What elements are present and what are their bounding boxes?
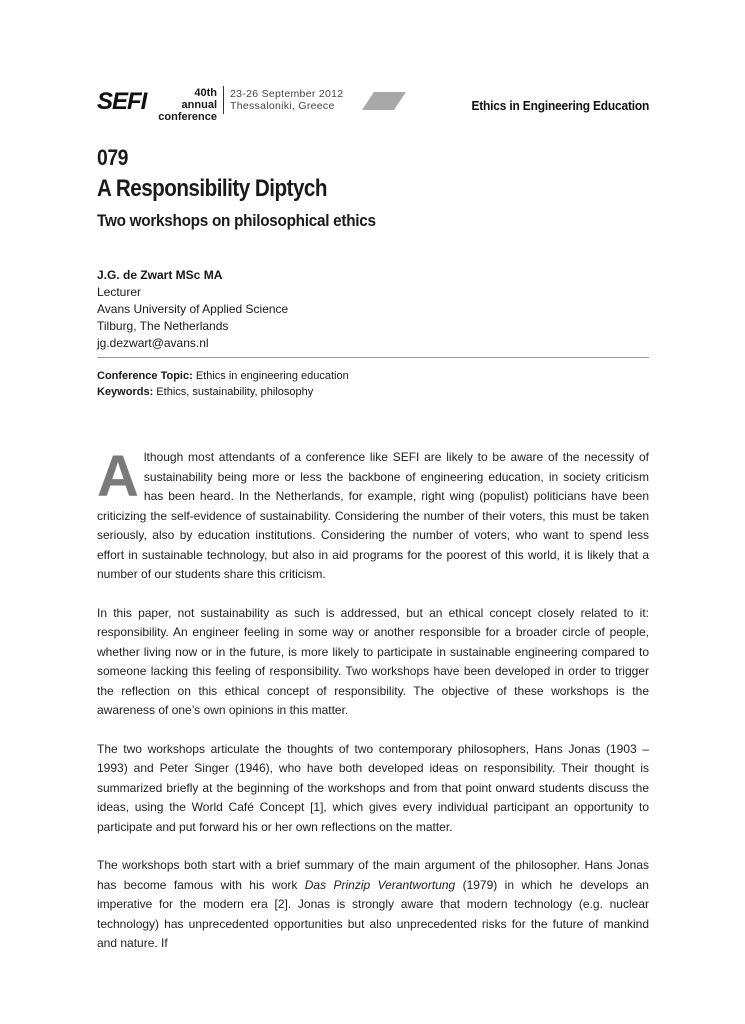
paragraph-4-part-b: (1979) in which he develops an imperative for the modern era [2]. Jonas is strongly aware that modern technology (e.g. nuclear technology) has unprecedented opportunities but also unprecedented risks for the future of mankind and nature. If [97, 877, 649, 950]
dates-line-2: Thessaloniki, Greece [230, 100, 335, 112]
paragraph-2: In this paper, not sustainability as such is addressed, but an ethical concept closely related to it: responsibility. An engineer feeling in some way or another responsible for a broader circle of people, whether living now or in the future, is more likely to participate in sustainable engineering compared to someone lacking this feeling of responsibility. Two workshops have been developed in order to trigger the reflection on this ethical concept of responsibility. The objective of these workshops is the awareness of one’s own opinions in this matter. [97, 605, 649, 717]
keywords-value: Ethics, sustainability, philosophy [153, 386, 314, 398]
conference-header [97, 86, 649, 123]
keywords [97, 384, 349, 400]
paragraph-4-part-a: The workshops both start with a brief summary of the main argument of the philosopher. Hans Jonas has become famous with his work [97, 858, 649, 892]
paragraph-1 [97, 444, 649, 585]
keywords-label: Keywords: [97, 386, 154, 398]
paper-number: 079 [97, 145, 128, 170]
topic-label: Conference Topic: [97, 370, 193, 382]
decorative-stripe-icon [362, 92, 406, 110]
sefi-logo: SEFI [97, 88, 147, 115]
author-institution: Avans University of Applied Science [97, 302, 289, 316]
book-title: Das Prinzip Verantwortung [304, 877, 456, 892]
author-name: J.G. de Zwart MSc MA [97, 268, 223, 282]
annual-conference-label [157, 87, 217, 123]
conference-topic [97, 368, 349, 384]
paper-meta [97, 368, 349, 400]
paper-title: A Responsibility Diptych [97, 175, 327, 202]
paragraph-3: The two workshops articulate the thoughts of two contemporary philosophers, Hans Jonas (1903 – 1993) and Peter Singer (1946), who have both developed ideas on responsibility. Their thought is summarized briefly at the beginning of the workshops and from that point onward students discuss the ideas, using the World Café Concept [1], which gives every individual participant an opportunity to participate and put forward his or her own reflections on the matter. [97, 741, 649, 834]
dates-line-1: 23-26 September 2012 [230, 88, 344, 100]
paper-body [97, 444, 649, 973]
section-divider [97, 357, 649, 358]
header-divider [223, 86, 224, 114]
paper-subtitle: Two workshops on philosophical ethics [97, 211, 376, 230]
annual-line-1: 40th annual [181, 87, 217, 111]
paragraph-4 [97, 856, 649, 954]
author-location: Tilburg, The Netherlands [97, 319, 229, 333]
series-title: Ethics in Engineering Education [471, 98, 649, 113]
author-email[interactable]: jg.dezwart@avans.nl [97, 336, 209, 350]
author-block [97, 267, 288, 352]
drop-cap: A [97, 444, 139, 509]
conference-dates [230, 88, 343, 112]
author-role: Lecturer [97, 285, 142, 299]
paragraph-1-text: lthough most attendants of a conference like SEFI are likely to be aware of the necessity of sustainability being more or less the backbone of engineering education, in society criticism has been heard. In the Netherlands, for example, right wing (populist) politicians have been criticizing the self-evidence of sustainability. Considering the number of their voters, this must be taken seriously, also by education institutions. Considering the number of voters, who want to spend less effort in sustainable technology, but also in aid programs for the poorest of this world, it is likely that a number of our students share this criticism. [97, 450, 649, 581]
annual-line-2: conference [158, 111, 217, 123]
topic-value: Ethics in engineering education [192, 370, 349, 382]
